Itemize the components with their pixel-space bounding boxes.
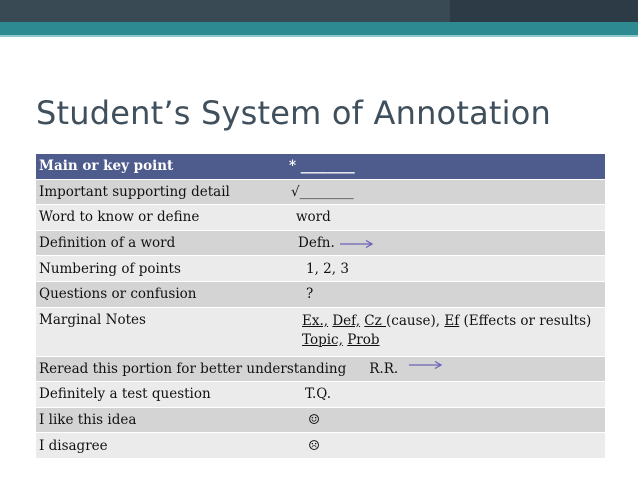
- arrow-right-icon: [408, 359, 444, 371]
- marginal-notes-cell: [281, 307, 605, 356]
- table-row: [36, 281, 605, 307]
- note-ef: Ef: [444, 312, 460, 329]
- term-cell: Numbering of points: [36, 256, 281, 282]
- term-cell: [36, 356, 605, 382]
- table-row: [36, 230, 605, 256]
- mark-cell: ?: [281, 281, 605, 307]
- table-row: [36, 356, 605, 382]
- term-cell: Word to know or define: [36, 205, 281, 231]
- annotation-table: [36, 154, 605, 459]
- top-bar-accent: [450, 0, 638, 22]
- teal-band-highlight: [0, 35, 638, 37]
- mark-cell: * ________: [281, 154, 605, 179]
- note-effects: (Effects or results): [459, 312, 592, 329]
- mark-cell: 1, 2, 3: [281, 256, 605, 282]
- term-cell: Definitely a test question: [36, 382, 281, 408]
- term-cell: Important supporting detail: [36, 179, 281, 205]
- table-row: [36, 307, 605, 356]
- table-row: [36, 407, 605, 433]
- term-cell: Marginal Notes: [36, 307, 281, 356]
- mark-cell: √________: [281, 179, 605, 205]
- mark-cell: [281, 230, 605, 256]
- note-prob: Prob: [347, 331, 380, 348]
- note-cause: (cause),: [386, 312, 445, 329]
- teal-band: [0, 22, 638, 35]
- table-row: [36, 382, 605, 408]
- table-row: [36, 205, 605, 231]
- note-cz: Cz: [364, 312, 387, 329]
- note-topic: Topic,: [302, 331, 343, 348]
- arrow-right-icon: [339, 239, 375, 249]
- term-cell: Definition of a word: [36, 230, 281, 256]
- table-row: [36, 433, 605, 459]
- term-cell: I like this idea: [36, 407, 281, 433]
- term-cell: Questions or confusion: [36, 281, 281, 307]
- note-ex: Ex.,: [302, 312, 329, 329]
- slide-title: Student’s System of Annotation: [36, 94, 551, 132]
- table-header-row: [36, 154, 605, 179]
- mark-text: Defn.: [298, 235, 335, 252]
- mark-text: R.R.: [369, 360, 399, 377]
- mark-cell: word: [281, 205, 605, 231]
- frown-icon: ☹: [281, 433, 605, 459]
- smiley-icon: ☺: [281, 407, 605, 433]
- term-cell: I disagree: [36, 433, 281, 459]
- mark-cell: T.Q.: [281, 382, 605, 408]
- note-def: Def,: [332, 312, 360, 329]
- term-text: Reread this portion for better understanding: [39, 360, 347, 377]
- term-cell: Main or key point: [36, 154, 281, 179]
- table-row: [36, 256, 605, 282]
- table-row: [36, 179, 605, 205]
